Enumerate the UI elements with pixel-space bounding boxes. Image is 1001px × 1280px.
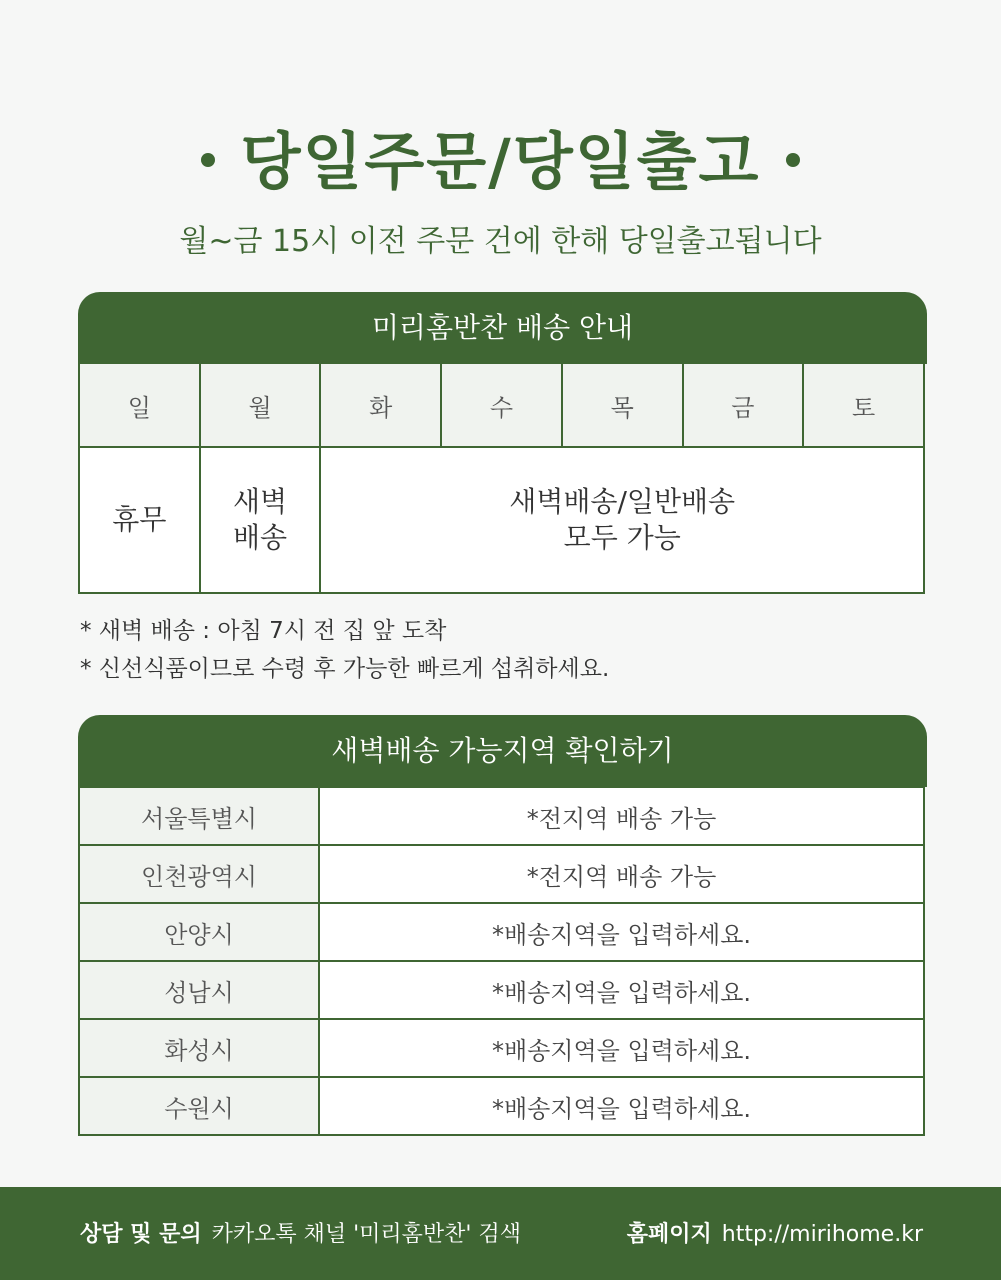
tue-sat-status [320, 447, 924, 593]
region-city: 서울특별시 [79, 787, 319, 845]
table-row [79, 1019, 924, 1077]
table-row [79, 961, 924, 1019]
bullet-dot-icon [786, 153, 800, 167]
note-item: * 새벽 배송 : 아침 7시 전 집 앞 도착 [80, 618, 447, 644]
day-fri: 금 [683, 363, 804, 447]
homepage-link[interactable]: http://mirihome.kr [721, 1222, 923, 1247]
note-item: * 신선식품이므로 수령 후 가능한 빠르게 섭취하세요. [80, 656, 610, 682]
homepage-info [627, 1217, 923, 1248]
day-sun: 일 [79, 363, 200, 447]
day-sat: 토 [803, 363, 924, 447]
day-mon: 월 [200, 363, 321, 447]
region-info: *배송지역을 입력하세요. [319, 1019, 924, 1077]
delivery-notes [80, 612, 609, 688]
schedule-heading: 미리홈반찬 배송 안내 [78, 292, 927, 364]
region-city: 안양시 [79, 903, 319, 961]
region-info: *전지역 배송 가능 [319, 787, 924, 845]
tue-sat-line2: 모두 가능 [563, 521, 681, 554]
table-row [79, 1077, 924, 1135]
region-city: 수원시 [79, 1077, 319, 1135]
region-info: *배송지역을 입력하세요. [319, 961, 924, 1019]
contact-info [80, 1217, 521, 1248]
tue-sat-line1: 새벽배송/일반배송 [509, 485, 736, 518]
footer [0, 1187, 1001, 1280]
page-title [0, 112, 1001, 201]
day-wed: 수 [441, 363, 562, 447]
day-tue: 화 [320, 363, 441, 447]
title-text: 당일주문/당일출고 [240, 125, 761, 198]
schedule-table [78, 362, 925, 594]
day-thu: 목 [562, 363, 683, 447]
table-row [79, 903, 924, 961]
delivery-row [79, 447, 924, 593]
mon-status [200, 447, 321, 593]
table-row [79, 787, 924, 845]
region-info: *배송지역을 입력하세요. [319, 1077, 924, 1135]
sun-status: 휴무 [79, 447, 200, 593]
regions-heading: 새벽배송 가능지역 확인하기 [78, 715, 927, 787]
region-city: 인천광역시 [79, 845, 319, 903]
region-info: *전지역 배송 가능 [319, 845, 924, 903]
page-subtitle: 월~금 15시 이전 주문 건에 한해 당일출고됩니다 [179, 224, 822, 259]
contact-label: 상담 및 문의 [80, 1222, 202, 1247]
weekday-row [79, 363, 924, 447]
contact-text: 카카오톡 채널 '미리홈반찬' 검색 [211, 1222, 521, 1247]
table-row [79, 845, 924, 903]
bullet-dot-icon [201, 153, 215, 167]
homepage-label: 홈페이지 [626, 1222, 712, 1247]
region-info: *배송지역을 입력하세요. [319, 903, 924, 961]
region-city: 화성시 [79, 1019, 319, 1077]
regions-table [78, 786, 925, 1136]
mon-status-line1: 새벽 [233, 485, 288, 518]
region-city: 성남시 [79, 961, 319, 1019]
mon-status-line2: 배송 [233, 521, 288, 554]
